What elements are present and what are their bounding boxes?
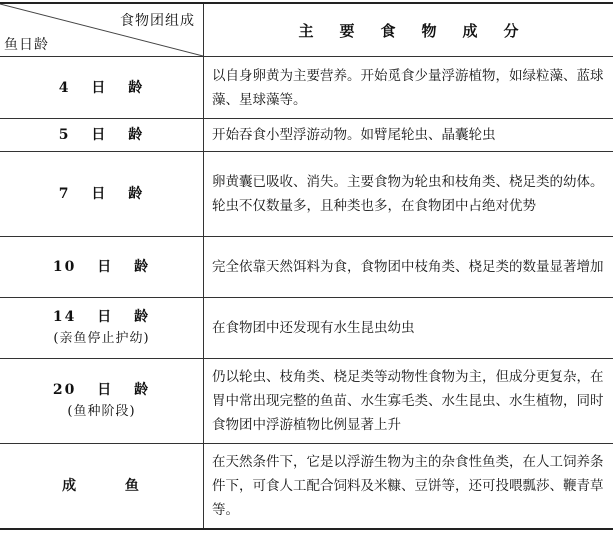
row-age-cell <box>0 152 203 236</box>
row-age-cell <box>0 119 203 151</box>
row-content-text: 在食物团中还发现有水生昆虫幼虫 <box>212 320 415 336</box>
row-age-note: (鱼种阶段) <box>67 404 136 419</box>
header-fish-age-label: 鱼日龄 <box>4 37 49 53</box>
row-age-label: 10 日 龄 <box>52 259 151 275</box>
row-content-cell <box>212 152 608 236</box>
row-content-text: 完全依靠天然饵料为食，食物团中枝角类、桡足类的数量显著增加 <box>212 259 604 275</box>
row-age-label: 14 日 龄 <box>52 309 151 325</box>
row-content-text: 开始吞食小型浮游动物。如臂尾轮虫、晶囊轮虫 <box>212 127 496 143</box>
row-age-label: 20 日 龄 <box>52 382 151 398</box>
row-content-cell <box>212 119 608 151</box>
row-age-label: 5 日 龄 <box>58 127 145 143</box>
header-food-group-label: 食物团组成 <box>120 13 195 29</box>
row-age-cell <box>0 444 203 528</box>
row-age-cell <box>0 237 203 297</box>
row-content-cell <box>212 444 608 528</box>
row-content-text: 卵黄囊已吸收、消失。主要食物为轮虫和枝角类、桡足类的幼体。轮虫不仅数量多，且种类也多，在食物团中占绝对优势 <box>212 174 604 214</box>
row-content-cell <box>212 359 608 443</box>
row-age-cell <box>0 359 203 443</box>
row-age-label: 4 日 龄 <box>58 79 145 96</box>
table-bottom-rule <box>0 528 613 530</box>
row-content-cell <box>212 237 608 297</box>
row-content-cell <box>212 298 608 358</box>
row-content-text: 以自身卵黄为主要营养。开始觅食少量浮游植物，如绿粒藻、蓝球藻、星球藻等。 <box>212 67 604 108</box>
row-age-label: 成 鱼 <box>62 478 141 494</box>
row-content-text: 在天然条件下，它是以浮游生物为主的杂食性鱼类，在人工饲养条件下，可食人工配合饲料及米糠、豆饼等，还可投喂瓢莎、鞭青草等。 <box>212 454 604 518</box>
row-age-note: (亲鱼停止护幼) <box>53 331 150 346</box>
header-main-food-label: 主要食物成分 <box>298 21 545 40</box>
row-content-text: 仍以轮虫、枝角类、桡足类等动物性食物为主，但成分更复杂，在胃中常出现完整的鱼苗、水生寡毛类、水生昆虫、水生植物，同时食物团中浮游植物比例显著上升 <box>212 369 604 433</box>
row-content-cell <box>212 57 608 118</box>
row-age-cell <box>0 57 203 118</box>
column-divider <box>203 4 204 528</box>
row-age-cell <box>0 298 203 358</box>
row-age-label: 7 日 龄 <box>58 186 145 202</box>
